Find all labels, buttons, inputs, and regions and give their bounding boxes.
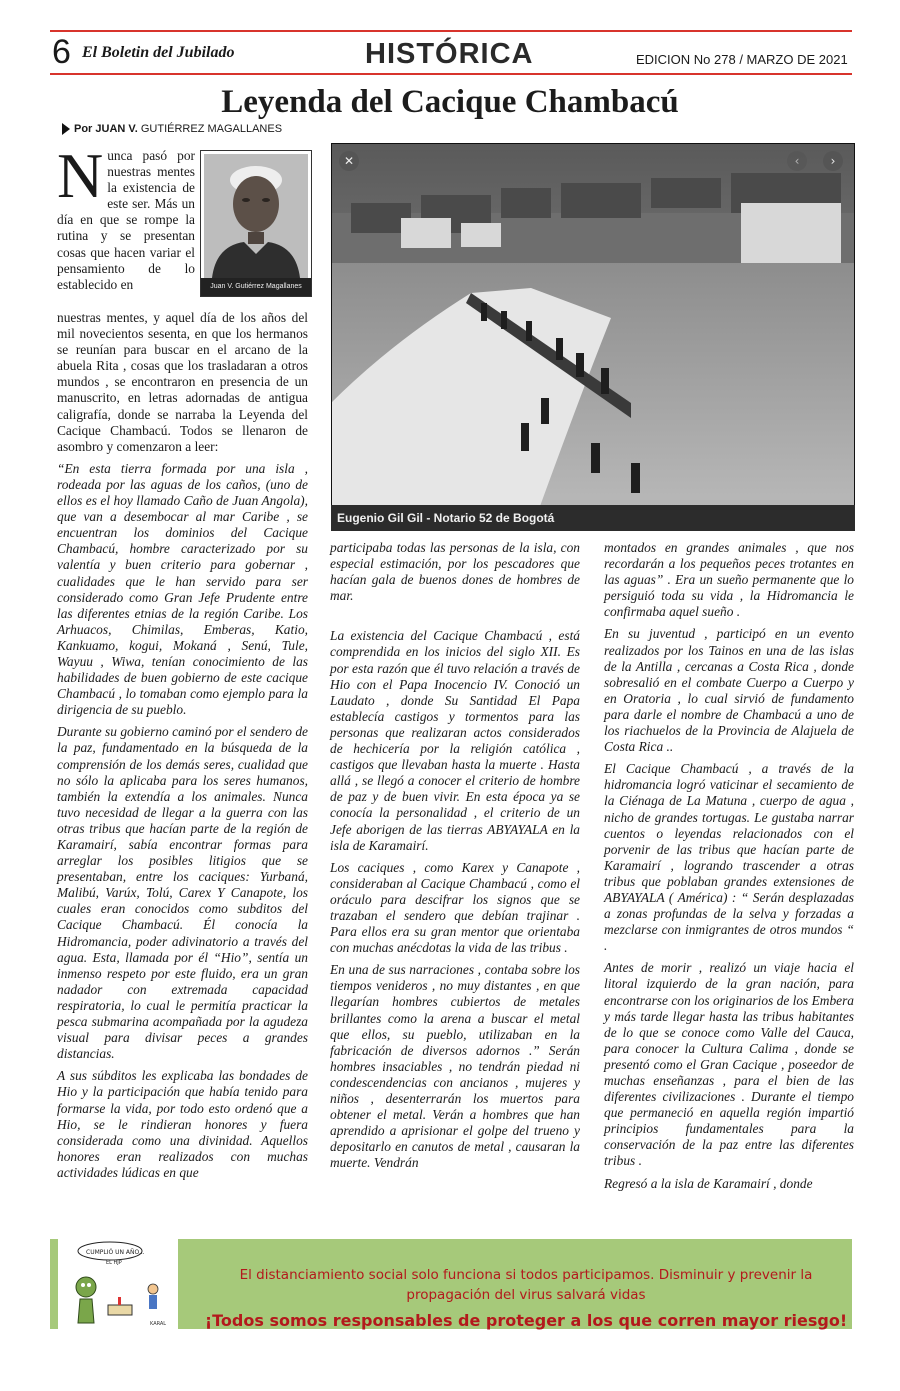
- author-photo: [204, 154, 308, 278]
- article-column-2: [330, 540, 580, 1177]
- chevron-right-icon[interactable]: ›: [823, 151, 843, 171]
- section-title: HISTÓRICA: [365, 38, 534, 70]
- intro-paragraph-start: unca pasó por nuestras mentes la existencia de este ser. Más un día en que se rompe la rutina y se presentan cosas que hacen variar el pensamiento de lo establecido en: [57, 148, 195, 292]
- byline-arrow-icon: [62, 123, 70, 135]
- photo-caption: Eugenio Gil Gil - Notario 52 de Bogotá: [331, 505, 855, 531]
- paragraph: Regresó a la isla de Karamairí , donde: [604, 1175, 813, 1191]
- health-banner: [50, 1239, 852, 1329]
- publication-name: El Boletin del Jubilado: [82, 44, 235, 61]
- paragraph: “En esta tierra formada por una isla , rodeada por las aguas de los caños, (uno de ellos es el hoy llamado Caño de Juan Angola), que van a desembocar al mar Caribe , se encuentran los dominios del Cacique Chambacú, hombre caracterizado por su valentía y buen criterio para gobernar , cualidades que le han servido para ser considerado como Gran Jefe Prudente entre las diferentes etnias de la región Caribe. Los Arhuacos, Chimilas, Emberas, Katio, Kankuamo, kogui, Mokaná , Senú, Tule, Wayuu , Wiwa, tenían conocimiento de las habilidades de buen gobierno de este cacique Chambacú , lo tomaban como ejemplo para la dirigencia de su pueblo.: [57, 460, 308, 718]
- page-number: 6: [52, 33, 71, 71]
- paragraph: El Cacique Chambacú , a través de la hidromancia logró vaticinar el secamiento de la Ciénaga de La Matuna , cuerpo de agua , nicho de grandes tortugas. Le gustaba narrar cuentos o leyendas relacionados con el porvenir de las tribus que hacían parte de Karamairí , logrando trascender a otras tribus que poblaban grandes extensiones de ABYAYALA ( América) : “ Serán desplazadas a zonas profundas de la selva y forzadas a mezclarse con inmigrantes de otros mundos “ .: [604, 761, 854, 954]
- paragraph: participaba todas las personas de la isla, con especial estimación, por los pescadores que hacían gala de buenos dones de hombres de mar.: [330, 540, 580, 604]
- byline: [62, 123, 282, 135]
- chevron-left-icon[interactable]: ‹: [787, 151, 807, 171]
- banner-message: El distanciamiento social solo funciona si todos participamos. Disminuir y prevenir la propagación del virus salvará vidas: [239, 1267, 813, 1303]
- author-portrait: [200, 150, 312, 297]
- banner-headline: ¡Todos somos responsables de proteger a los que corren mayor riesgo!: [204, 1311, 848, 1330]
- paragraph: En su juventud , participó en un evento realizados por los Tainos en una de las islas de la Antilla , cercanas a Costa Rica , donde sobresalió en el combate Cuerpo a Cuerpo y en Oratoria , lo cual sirvió de fundamento para darle el nombre de Chambacú a uno de los riachuelos de la Provincia de Alajuela de Costa Rica ..: [604, 626, 854, 755]
- byline-prefix: Por: [74, 123, 93, 135]
- paragraph: Antes de morir , realizó un viaje hacia el litoral izquierdo de la gran nación, para encontrarse con los originarios de los Embera y más tarde llegar hasta las tribus habitantes de lo que se conoce como Valle del Cauca, para conocer la Cultura Calima , donde se presentó como el Gran Cacique , poseedor de muchas enseñanzas , para el bien de las diferentes civilizaciones . Durante el tiempo que permaneció en aquella región impartió principios fundamentales para la conservación de la paz entre las diferentes tribus .: [604, 960, 854, 1169]
- header-bottom-rule: [50, 73, 852, 75]
- cartoon-illustration: [58, 1239, 178, 1329]
- cartoon-bubble-2: EL HJP: [106, 1260, 122, 1266]
- historical-photo[interactable]: [331, 143, 855, 531]
- article-column-3: [604, 540, 854, 1198]
- portrait-caption: Juan V. Gutiérrez Magallanes: [201, 278, 311, 296]
- close-icon[interactable]: ✕: [339, 151, 359, 171]
- paragraph: En una de sus narraciones , contaba sobre los tiempos venideros , no muy distantes , en que llegarían hombres cubiertos de metales brillantes como la arena a buscar el metal que ellos, su pueblo, utilizaban en la fabricación de diversos adornos .” Serán hombres insaciables , no tendrán piedad ni condescendencias con ancianos , mujeres y niños , desenterrarán los muertos para obtener el metal. Verán a hombres que han aprendido a aprisionar el golpe del trueno y depositarlo en canutos de metal , causaran la muerte. Vendrán: [330, 962, 580, 1171]
- intro-paragraph-end: nuestras mentes, y aquel día de los años del mil novecientos sesenta, en que los hermanos se reunían para buscar en el arcano de la abuela Rita , cosas que los trasladaran a otros mundos , se encontraron en presencia de un manuscrito, en letras adornadas de antigua caligrafía, donde se narraba la Leyenda del Cacique Chambacú. Todos se llenaron de asombro y comenzaron a leer:: [57, 310, 308, 454]
- edition-label: EDICION No 278 / MARZO DE 2021: [636, 52, 848, 67]
- drop-cap: N: [57, 140, 104, 211]
- cartoon-signature: KARAL: [150, 1321, 167, 1327]
- paragraph: La existencia del Cacique Chambacú , está comprendida en los inicios del siglo XII. Es por esta razón que él tuvo relación a través de Hio con el Papa Inocencio IV. Conoció un Laudato , donde Su Santidad El Papa establecía castigos y tormentos para las personas que realizaran actos considerados de hechicería por la religión católica , castigos que llevaban hasta la muerte . Hasta allá , se llegó a conocer el criterio de hombre de paz y de buen vivir. En esta época ya se conocía la personalidad , el criterio de un Jefe aborigen de las tierras ABYAYALA en la isla de Karamairí.: [330, 628, 580, 853]
- author-first: JUAN V.: [95, 123, 138, 135]
- paragraph: Los caciques , como Karex y Canapote , consideraban al Cacique Chambacú , como el oráculo para descifrar los signos que se trazaban el sendero que debían trajinar . Para ellos era su gran mentor que orientaba con muchas anécdotas la vida de las tribus .: [330, 859, 580, 956]
- header-top-rule: [50, 30, 852, 32]
- article-column-1-cont: [57, 310, 308, 1187]
- article-title: Leyenda del Cacique Chambacú: [221, 84, 679, 120]
- paragraph: Durante su gobierno caminó por el sendero de la paz, fundamentado en la búsqueda de la comprensión de los demás seres, cualidad que no sólo la aplicaba para los seres humanos, también la extendía a los animales. Nunca tuvo necesidad de llegar a la guerra con las otras tribus que hacían parte de la región de Karamairí, sabía encontrar formas para arreglar los posibles litigios que se presentaban, entre los caciques: Yurbaná, Malibú, Varúx, Tolú, Carex Y Canapote, los cuales eran conocidos como subditos del Cacique Chambacú. Él conocía la Hidromancia, poder adivinatorio a través del agua. Esta, llamada por él “Hio”, sentía un inmenso respeto por este fluido, era un gran nadador con extremada capacidad respiratoria, lo cual le permitía practicar la pesca submarina acompañada por la agudeza visual para divisar peces a grandes distancias.: [57, 724, 308, 1062]
- paragraph: montados en grandes animales , que nos recordarán a los pequeños peces trotantes en las aguas” . Era un sueño permanente que lo persiguió toda su vida , la Hidromancia le confirmaba aquel sueño .: [604, 540, 854, 620]
- historical-photo-image: [331, 143, 855, 531]
- author-last: GUTIÉRREZ MAGALLANES: [140, 123, 283, 135]
- cartoon-bubble-1: CUMPLIÓ UN AÑO...: [86, 1249, 145, 1256]
- article-column-1: [57, 140, 195, 293]
- paragraph: A sus súbditos les explicaba las bondades de Hio y la participación que había tenido para formarse la vida, por todo esto ordenó que a Hio, se le rindieran honores y fuera considerada como una divinidad. Aquellos honores eran realizados con muchas actividades lúdicas en que: [57, 1068, 308, 1180]
